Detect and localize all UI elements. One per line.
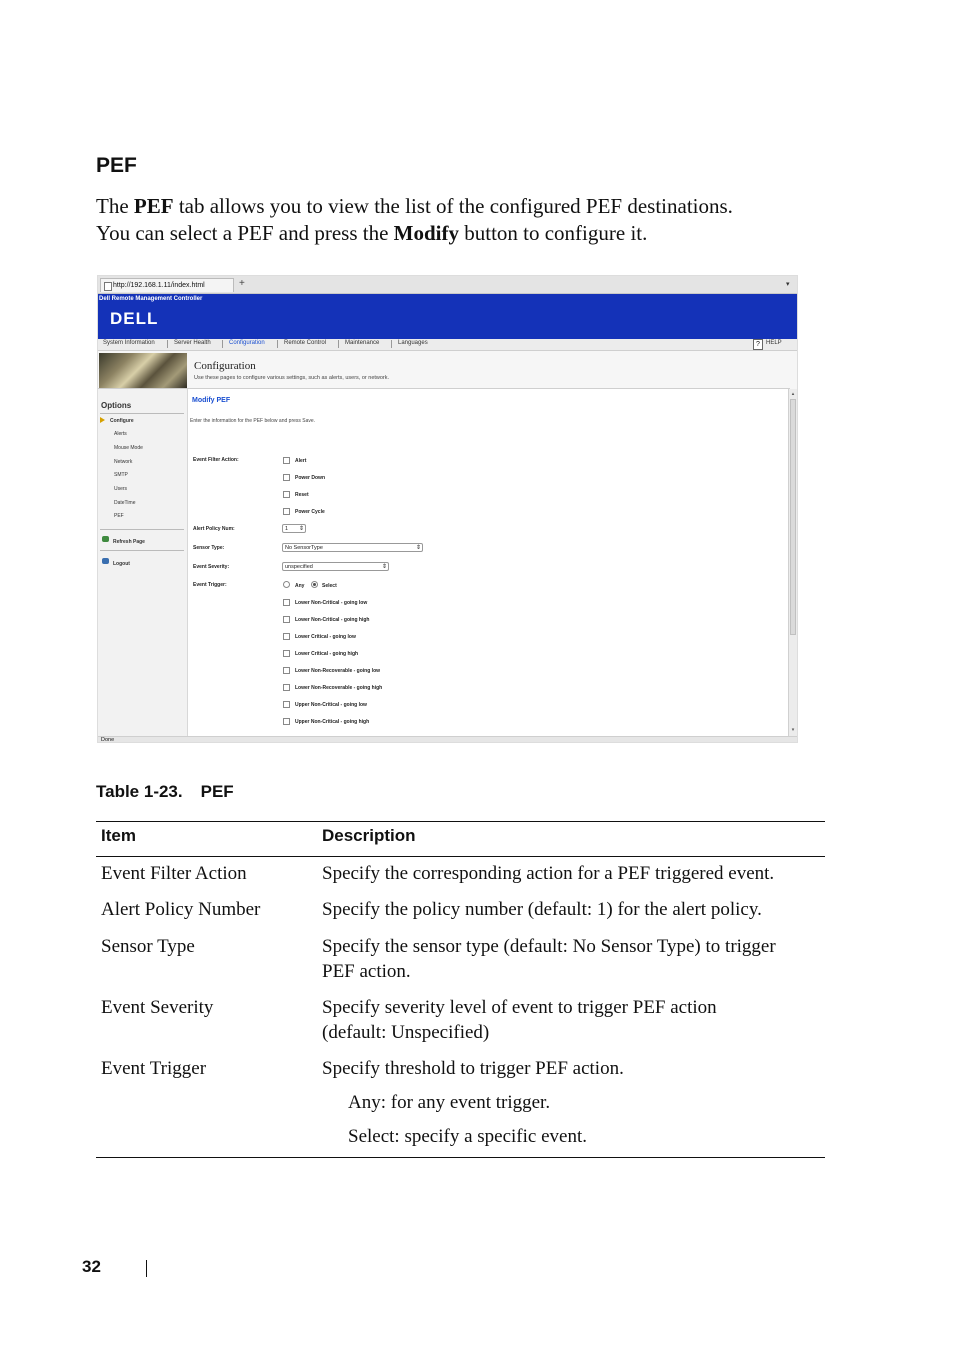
- row-item: Alert Policy Number: [101, 899, 261, 920]
- scrollbar-thumb[interactable]: [790, 399, 796, 635]
- trigger-checkbox[interactable]: [283, 616, 290, 623]
- event-filter-action-label: Event Filter Action:: [193, 457, 239, 463]
- section-heading: PEF: [96, 154, 137, 177]
- trigger-label: Upper Non-Critical - going high: [295, 719, 370, 725]
- power-cycle-checkbox[interactable]: [283, 508, 290, 515]
- trigger-checkbox[interactable]: [283, 650, 290, 657]
- page-title: Configuration: [194, 360, 256, 372]
- table-caption: [96, 782, 252, 802]
- trigger-label: Upper Non-Critical - going low: [295, 702, 367, 708]
- nav-remote-control[interactable]: Remote Control: [284, 340, 327, 346]
- reset-label: Reset: [295, 492, 309, 498]
- row-item: Sensor Type: [101, 936, 195, 957]
- modify-pef-form: [188, 389, 788, 736]
- nav-languages[interactable]: Languages: [398, 340, 428, 346]
- row-item: Event Severity: [101, 997, 214, 1018]
- alert-checkbox-label: Alert: [295, 458, 307, 464]
- column-header-item: Item: [101, 826, 136, 845]
- event-severity-label: Event Severity:: [193, 564, 230, 570]
- intro-paragraph: [96, 193, 856, 247]
- row-description-cont: PEF action.: [322, 961, 411, 982]
- sensor-type-select[interactable]: [282, 543, 423, 552]
- row-description: Specify the corresponding action for a PEF triggered event.: [322, 863, 775, 884]
- browser-tab-url: http://192.168.1.11/index.html: [113, 282, 205, 289]
- trigger-label: Lower Non-Recoverable - going high: [295, 685, 383, 691]
- sidebar-item-users[interactable]: Users: [114, 486, 128, 492]
- tab-list-dropdown-icon[interactable]: ▾: [786, 281, 790, 288]
- pef-screenshot: [98, 276, 797, 742]
- sidebar-item-network[interactable]: Network: [114, 459, 133, 465]
- banner-title: Dell Remote Management Controller: [99, 296, 203, 302]
- trigger-checkbox[interactable]: [283, 718, 290, 725]
- row-description: Specify severity level of event to trigger PEF action: [322, 997, 717, 1018]
- trigger-label: Lower Critical - going high: [295, 651, 359, 657]
- alert-policy-label: Alert Policy Num:: [193, 526, 235, 532]
- main-nav: [98, 339, 797, 351]
- refresh-page-link[interactable]: Refresh Page: [113, 539, 145, 545]
- sidebar-item-datetime[interactable]: DateTime: [114, 500, 136, 506]
- nav-server-health[interactable]: Server Health: [174, 340, 211, 346]
- table-header-rule: [96, 856, 825, 857]
- trigger-select-label: Select: [322, 583, 337, 589]
- intro-text: The: [96, 194, 134, 218]
- sensor-type-label: Sensor Type:: [193, 545, 225, 551]
- row-subitem: Select: specify a specific event.: [348, 1126, 587, 1147]
- new-tab-icon[interactable]: +: [239, 278, 245, 289]
- footer-divider: [146, 1260, 147, 1277]
- trigger-any-label: Any: [295, 583, 305, 589]
- sidebar-item-pef[interactable]: PEF: [114, 513, 124, 519]
- event-trigger-label: Event Trigger:: [193, 582, 227, 588]
- trigger-label: Lower Non-Critical - going low: [295, 600, 368, 606]
- stepper-icon: ⇕: [298, 526, 304, 532]
- intro-text: You can select a PEF and press the: [96, 221, 394, 245]
- sidebar: [98, 389, 188, 736]
- trigger-checkbox[interactable]: [283, 633, 290, 640]
- sidebar-item-mouse-mode[interactable]: Mouse Mode: [114, 445, 143, 451]
- logout-link[interactable]: Logout: [113, 561, 130, 567]
- event-severity-value: unspecified: [285, 564, 313, 570]
- row-item: Event Trigger: [101, 1058, 207, 1079]
- row-description: Specify threshold to trigger PEF action.: [322, 1058, 624, 1079]
- status-text: Done: [101, 737, 115, 742]
- nav-configuration[interactable]: Configuration: [229, 340, 265, 346]
- intro-bold-pef: PEF: [133, 194, 174, 218]
- row-description-cont: (default: Unspecified): [322, 1022, 490, 1043]
- event-severity-select[interactable]: [282, 562, 389, 571]
- logout-icon: [102, 558, 109, 564]
- scroll-down-icon[interactable]: ▾: [791, 727, 795, 733]
- sidebar-item-alerts[interactable]: Alerts: [114, 431, 127, 437]
- row-item: Event Filter Action: [101, 863, 247, 884]
- trigger-checkbox[interactable]: [283, 599, 290, 606]
- table-bottom-rule: [96, 1157, 825, 1158]
- nav-system-information[interactable]: System Information: [103, 340, 155, 346]
- trigger-any-radio[interactable]: [283, 581, 290, 588]
- column-header-description: Description: [322, 826, 416, 845]
- help-icon[interactable]: ?: [753, 339, 763, 350]
- sensor-type-value: No SensorType: [285, 545, 323, 551]
- nav-maintenance[interactable]: Maintenance: [345, 340, 380, 346]
- reset-checkbox[interactable]: [283, 491, 290, 498]
- power-down-checkbox[interactable]: [283, 474, 290, 481]
- form-title: Modify PEF: [192, 397, 231, 404]
- refresh-icon: [102, 536, 109, 542]
- row-subitem: Any: for any event trigger.: [348, 1092, 551, 1113]
- row-description: Specify the policy number (default: 1) for the alert policy.: [322, 899, 762, 920]
- alert-checkbox[interactable]: [283, 457, 290, 464]
- trigger-checkbox[interactable]: [283, 684, 290, 691]
- page-number: 32: [82, 1257, 101, 1276]
- table-title: PEF: [200, 782, 234, 801]
- power-down-label: Power Down: [295, 475, 326, 481]
- sidebar-options-heading: Options: [101, 401, 132, 410]
- power-cycle-label: Power Cycle: [295, 509, 325, 515]
- page-subtitle: Use these pages to configure various settings, such as alerts, users, or network.: [194, 375, 390, 381]
- select-arrows-icon: ⇕: [381, 564, 387, 570]
- status-bar: [98, 736, 797, 742]
- header-banner: [98, 294, 797, 339]
- intro-bold-modify: Modify: [393, 221, 459, 245]
- expand-arrow-icon: [100, 417, 105, 423]
- table-top-rule: [96, 821, 825, 822]
- trigger-checkbox[interactable]: [283, 667, 290, 674]
- select-arrows-icon: ⇕: [415, 545, 421, 551]
- header-photo: [99, 353, 187, 388]
- intro-text: tab allows you to view the list of the configured PEF destinations.: [173, 194, 733, 218]
- row-description: Specify the sensor type (default: No Sensor Type) to trigger: [322, 936, 776, 957]
- table-number: Table 1-23.: [96, 782, 183, 801]
- sidebar-item-smtp[interactable]: SMTP: [114, 472, 128, 478]
- scroll-up-icon[interactable]: ▴: [791, 391, 795, 397]
- alert-policy-stepper[interactable]: [282, 524, 306, 533]
- intro-text: button to configure it.: [458, 221, 648, 245]
- dell-logo: DELL: [110, 309, 159, 328]
- help-link[interactable]: HELP: [766, 340, 782, 346]
- form-instructions: Enter the information for the PEF below and press Save.: [190, 418, 316, 424]
- sidebar-item-configure[interactable]: Configure: [110, 418, 134, 424]
- vertical-scrollbar[interactable]: [788, 389, 797, 736]
- page-icon: [104, 282, 112, 291]
- trigger-select-radio[interactable]: [311, 581, 318, 588]
- alert-policy-value: 1: [285, 526, 289, 532]
- trigger-label: Lower Non-Recoverable - going low: [295, 668, 381, 674]
- trigger-label: Lower Non-Critical - going high: [295, 617, 370, 623]
- trigger-label: Lower Critical - going low: [295, 634, 356, 640]
- browser-tab-bar: [98, 276, 797, 294]
- browser-tab[interactable]: [100, 278, 234, 292]
- trigger-checkbox[interactable]: [283, 701, 290, 708]
